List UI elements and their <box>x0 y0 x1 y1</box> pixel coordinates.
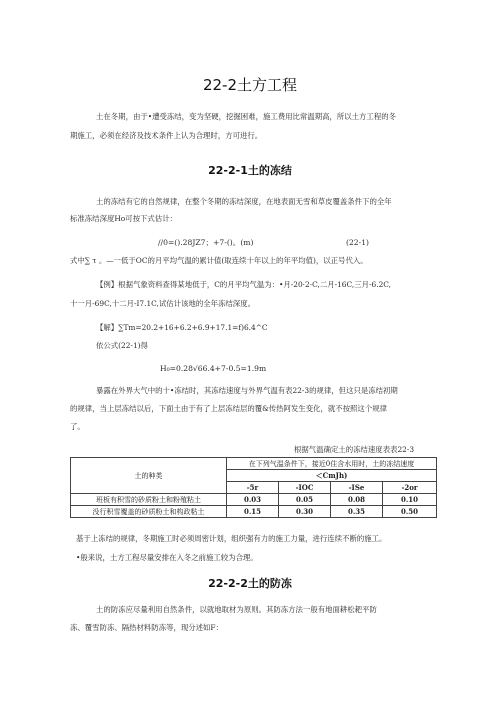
table-cell-value: 0.15 <box>227 506 279 518</box>
formula-number: (22-1) <box>346 238 369 247</box>
table-row <box>71 506 437 518</box>
table-caption: 根据气温确定土的冻结速度表表22-3 <box>294 445 415 454</box>
formula-explanation: 式中∑ τ 。—一低于OC的月平均气温的累计值(取连续十年以上的年平均值)，以正号代入。 <box>70 256 368 265</box>
table-header-soil-type: 土的种类 <box>71 458 227 494</box>
table-cell-value: 0.03 <box>227 494 279 506</box>
table-cell-value: 0.05 <box>279 494 331 506</box>
table-cell-value: 0.10 <box>383 494 437 506</box>
table-cell-value: 0.30 <box>279 506 331 518</box>
result-formula: H₀=0.28√66.4+7-0.5=1.9m <box>160 364 267 373</box>
table-header-temperature-group: 在下列气温条件下，接近0住含水用时，土的冻结速度 <box>227 458 437 470</box>
table-row <box>71 494 437 506</box>
table-cell-value: 0.35 <box>331 506 383 518</box>
section-heading-freezing: 22-2-1土的冻结 <box>208 164 292 177</box>
paragraph-line: 土的冻结有它的自然规律，在整个冬期的冻结深度，在地表面无雪和草皮覆盖条件下的全年 <box>96 197 392 206</box>
table-cell-value: 0.50 <box>383 506 437 518</box>
formula-reference: 依公式(22-1)得 <box>96 341 148 350</box>
paragraph-line: 暴露在外界大气中的十•冻结时，其冻结速度与外界气温有表22-3的规律，但这只是冻结初期 <box>96 386 398 395</box>
page-title: 22-2土方工程 <box>202 76 298 94</box>
table-cell-value: 0.08 <box>331 494 383 506</box>
intro-line-1: 土在冬期，由于•遭受冻结，变为坚硬，挖掘困难，施工费用比常温期高，所以土方工程的冬 <box>96 112 396 121</box>
paragraph-line: 土的防冻应尽量利用自然条件，以就地取材为原则。其防冻方法一般有地面耕松耙平防 <box>96 605 377 614</box>
table-cell-soil: 没行积雪覆盖的砂质粉土和构政粘土 <box>71 506 227 518</box>
intro-line-2: 期施工，必须在经济及技术条件上认为合理时，方可进行。 <box>70 131 263 140</box>
table-header-temp: -2or <box>383 482 437 494</box>
table-header-unit: ＜CmJh) <box>227 470 437 482</box>
paragraph-line: •般来说，土方工程尽量安排在入冬之前施工较为合理。 <box>76 553 258 562</box>
table-header-temp: -ISe <box>331 482 383 494</box>
table-header-temp: -IOC <box>279 482 331 494</box>
table-cell-soil: 班板有积雪的砂质粉土和粉殖粘土 <box>71 494 227 506</box>
solution-line: 【解】∑Tm=20.2+16+6.2+6.9+17.1=f)6.4^C <box>96 323 268 332</box>
paragraph-line: 冻、覆雪防冻、隔热材料防冻等，现分述如F： <box>70 623 223 632</box>
paragraph-line: 基于上冻结的规律，冬期施工时必须周密计划，组织强有力的施工力量，进行连续不断的施工。 <box>76 534 387 543</box>
table-header-temp: -5r <box>227 482 279 494</box>
section-heading-frost-protection: 22-2-2土的防冻 <box>208 577 292 590</box>
paragraph-line: 的规律，当上层冻结以后，下面土由于有了上层冻结层的覆&传热阿发生变化，就不按照这个规律 <box>70 404 387 413</box>
paragraph-line: 标准冻结深度Ho可按下式估计： <box>70 214 177 223</box>
freezing-speed-table <box>70 457 437 518</box>
paragraph-line: 了。 <box>70 422 85 431</box>
example-line-1: 【例】根据气象资料查得某地低于，C的月平均气温为：•月-20·2·C,二月-16C,三月-6.2C, <box>96 280 392 289</box>
formula: //0=().28JZ7；+7-()。(m) <box>158 238 254 247</box>
example-line-2: 十一月-69C,十二月-I7.1C,试估计该地的全年冻结深度。 <box>70 299 255 308</box>
